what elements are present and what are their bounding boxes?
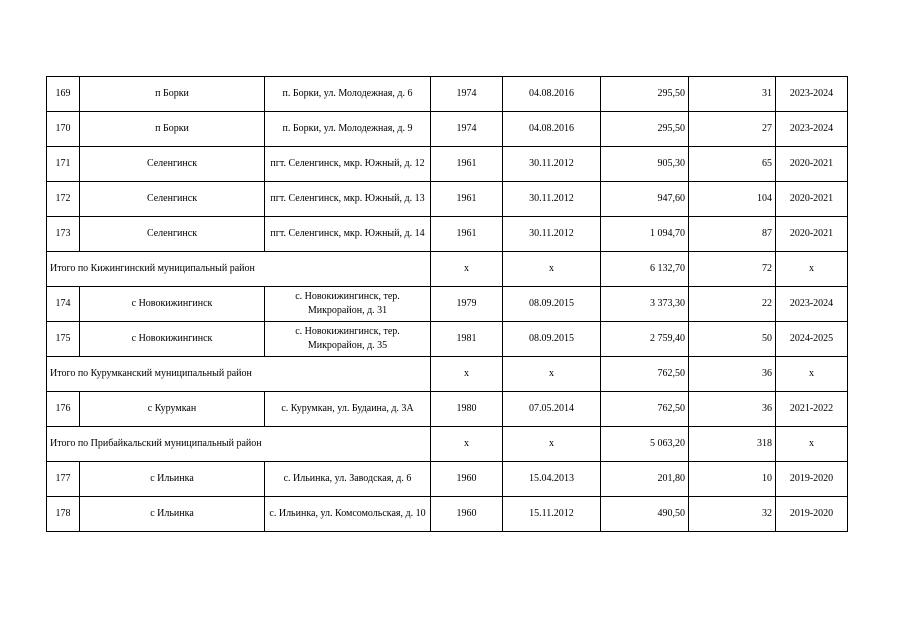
area-value: 905,30 [601,147,689,182]
settlement-name: с Новокижингинск [80,287,265,322]
resident-count: 104 [689,182,776,217]
district-total-label: Итого по Прибайкальский муниципальный район [47,427,431,462]
recognition-date: 15.04.2013 [503,462,601,497]
recognition-date: 08.09.2015 [503,287,601,322]
build-year: 1961 [431,217,503,252]
settlement-name: Селенгинск [80,147,265,182]
address: пгт. Селенгинск, мкр. Южный, д. 14 [265,217,431,252]
recognition-date: 04.08.2016 [503,77,601,112]
relocation-period: 2020-2021 [776,217,848,252]
total-date: х [503,252,601,287]
total-area: 5 063,20 [601,427,689,462]
resident-count: 87 [689,217,776,252]
settlement-name: с Ильинка [80,497,265,532]
district-total-row [47,427,848,462]
total-year: х [431,357,503,392]
table-row [47,77,848,112]
settlement-name: п Борки [80,112,265,147]
resident-count: 22 [689,287,776,322]
build-year: 1960 [431,462,503,497]
row-number: 174 [47,287,80,322]
row-number: 177 [47,462,80,497]
recognition-date: 07.05.2014 [503,392,601,427]
district-total-row [47,357,848,392]
resident-count: 50 [689,322,776,357]
address: с. Ильинка, ул. Комсомольская, д. 10 [265,497,431,532]
resident-count: 32 [689,497,776,532]
total-year: х [431,427,503,462]
table-row [47,462,848,497]
area-value: 2 759,40 [601,322,689,357]
area-value: 3 373,30 [601,287,689,322]
row-number: 172 [47,182,80,217]
settlement-name: с Курумкан [80,392,265,427]
area-value: 762,50 [601,392,689,427]
total-date: х [503,427,601,462]
build-year: 1961 [431,147,503,182]
table-row [47,322,848,357]
total-date: х [503,357,601,392]
area-value: 295,50 [601,112,689,147]
address: пгт. Селенгинск, мкр. Южный, д. 13 [265,182,431,217]
address: с. Новокижингинск, тер. Микрорайон, д. 31 [265,287,431,322]
recognition-date: 15.11.2012 [503,497,601,532]
total-area: 762,50 [601,357,689,392]
address: пгт. Селенгинск, мкр. Южный, д. 12 [265,147,431,182]
row-number: 169 [47,77,80,112]
build-year: 1961 [431,182,503,217]
relocation-period: 2020-2021 [776,147,848,182]
table-row [47,112,848,147]
settlement-name: Селенгинск [80,217,265,252]
address: п. Борки, ул. Молодежная, д. 9 [265,112,431,147]
row-number: 178 [47,497,80,532]
table-row [47,497,848,532]
relocation-period: 2020-2021 [776,182,848,217]
build-year: 1980 [431,392,503,427]
district-total-label: Итого по Кижингинский муниципальный район [47,252,431,287]
recognition-date: 30.11.2012 [503,147,601,182]
area-value: 947,60 [601,182,689,217]
row-number: 175 [47,322,80,357]
area-value: 295,50 [601,77,689,112]
total-count: 318 [689,427,776,462]
row-number: 176 [47,392,80,427]
recognition-date: 30.11.2012 [503,217,601,252]
build-year: 1960 [431,497,503,532]
area-value: 201,80 [601,462,689,497]
settlement-name: п Борки [80,77,265,112]
recognition-date: 08.09.2015 [503,322,601,357]
housing-registry-table [46,76,848,532]
district-total-row [47,252,848,287]
total-year: х [431,252,503,287]
resident-count: 10 [689,462,776,497]
relocation-period: 2023-2024 [776,77,848,112]
table-row [47,182,848,217]
settlement-name: с Ильинка [80,462,265,497]
settlement-name: с Новокижингинск [80,322,265,357]
table-row [47,287,848,322]
row-number: 170 [47,112,80,147]
total-area: 6 132,70 [601,252,689,287]
relocation-period: 2021-2022 [776,392,848,427]
table-row [47,392,848,427]
address: с. Ильинка, ул. Заводская, д. 6 [265,462,431,497]
table-row [47,217,848,252]
address: п. Борки, ул. Молодежная, д. 6 [265,77,431,112]
build-year: 1974 [431,77,503,112]
build-year: 1979 [431,287,503,322]
relocation-period: 2023-2024 [776,112,848,147]
area-value: 490,50 [601,497,689,532]
build-year: 1981 [431,322,503,357]
area-value: 1 094,70 [601,217,689,252]
resident-count: 31 [689,77,776,112]
address: с. Курумкан, ул. Будаина, д. 3А [265,392,431,427]
build-year: 1974 [431,112,503,147]
table-row [47,147,848,182]
settlement-name: Селенгинск [80,182,265,217]
resident-count: 27 [689,112,776,147]
relocation-period: 2023-2024 [776,287,848,322]
row-number: 171 [47,147,80,182]
relocation-period: 2019-2020 [776,497,848,532]
address: с. Новокижингинск, тер. Микрорайон, д. 35 [265,322,431,357]
total-period: х [776,427,848,462]
district-total-label: Итого по Курумканский муниципальный район [47,357,431,392]
row-number: 173 [47,217,80,252]
resident-count: 65 [689,147,776,182]
total-period: х [776,357,848,392]
total-count: 72 [689,252,776,287]
relocation-period: 2019-2020 [776,462,848,497]
recognition-date: 30.11.2012 [503,182,601,217]
total-count: 36 [689,357,776,392]
total-period: х [776,252,848,287]
recognition-date: 04.08.2016 [503,112,601,147]
table-body [47,77,848,532]
relocation-period: 2024-2025 [776,322,848,357]
resident-count: 36 [689,392,776,427]
